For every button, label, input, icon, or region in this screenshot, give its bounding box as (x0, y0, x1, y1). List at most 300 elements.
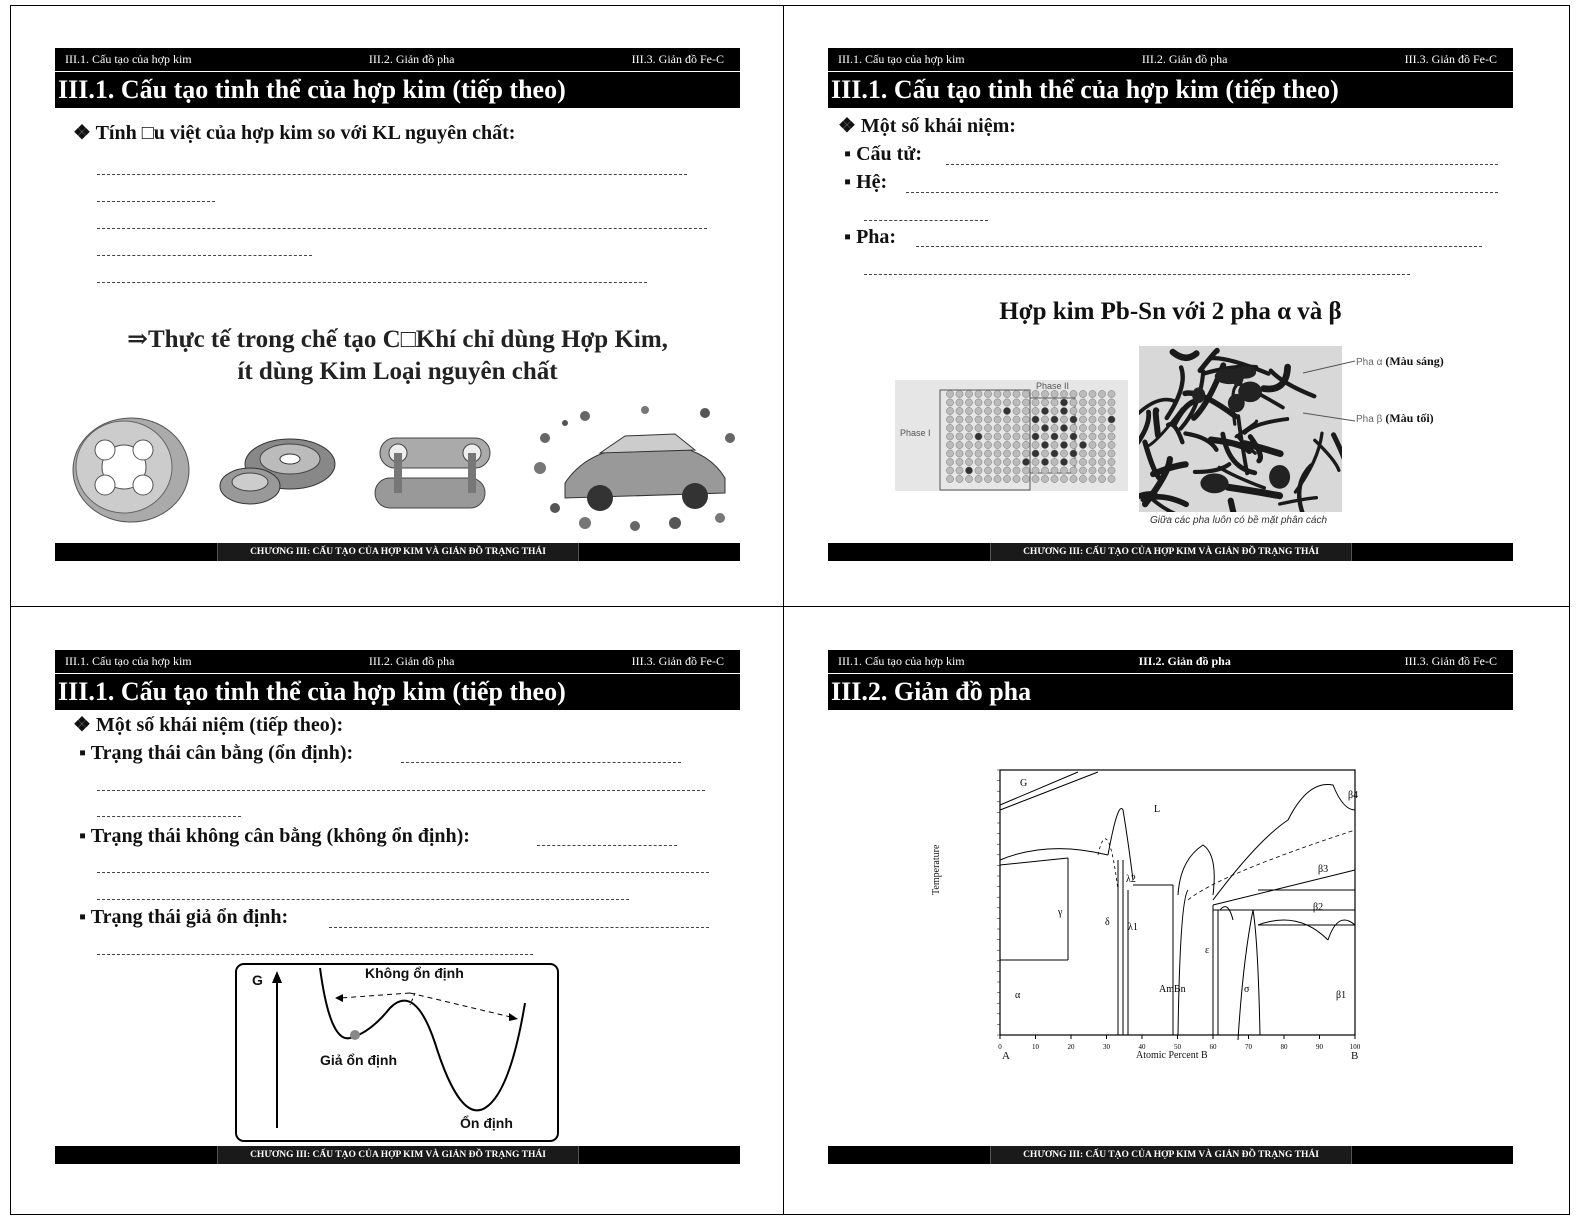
phase-boundary (1253, 910, 1260, 1035)
phase-region-label: σ (1244, 984, 1250, 995)
lattice-atom (1108, 399, 1115, 406)
lattice-atom (965, 458, 972, 465)
item-equilibrium: ▪ Trạng thái cân bằng (ổn định): (79, 742, 354, 764)
pointer-lines (1298, 358, 1358, 428)
lattice-atom (984, 467, 991, 474)
lattice-atom (1070, 441, 1077, 448)
footer-text: CHƯƠNG III: CẤU TẠO CỦA HỢP KIM VÀ GIẢN ĐỒ TRẠNG THÁI (217, 543, 579, 561)
lattice-atom (1060, 390, 1067, 397)
nav-item-2[interactable]: III.2. Giản đồ pha (368, 52, 455, 66)
lattice-atom (1051, 424, 1058, 431)
phase-boundary (1000, 849, 1108, 860)
slide-title: III.1. Cấu tạo tinh thể của hợp kim (tiếp theo) (55, 72, 740, 108)
lattice-atom (1089, 416, 1096, 423)
lattice-atom (1079, 407, 1086, 414)
conclusion-line-2: ít dùng Kim Loại nguyên chất (237, 358, 558, 385)
lattice-atom (1051, 407, 1058, 414)
lattice-atom (984, 458, 991, 465)
y-axis-label: Temperature (931, 844, 942, 895)
blank-line (97, 899, 629, 900)
blank-line (97, 201, 215, 202)
lattice-atom (984, 390, 991, 397)
blank-line (97, 228, 707, 229)
lattice-atom (1108, 407, 1115, 414)
lattice-atom (1060, 458, 1067, 465)
phase-boundary (1000, 772, 1098, 810)
slide-1 (55, 48, 740, 563)
lattice-atom (1079, 433, 1086, 440)
lattice-atom (1089, 475, 1096, 482)
lattice-atom (1098, 458, 1105, 465)
lattice-atom (1041, 467, 1048, 474)
lattice-atom (1051, 399, 1058, 406)
footer-text: CHƯƠNG III: CẤU TẠO CỦA HỢP KIM VÀ GIẢN ĐỒ TRẠNG THÁI (217, 1146, 579, 1164)
x-axis-label: Atomic Percent B (1136, 1050, 1208, 1061)
lattice-atom (1003, 475, 1010, 482)
lattice-atom (975, 424, 982, 431)
conclusion-line-1: ⇒Thực tế trong chế tạo C□Khí chỉ dùng Hợp Kim, (127, 326, 668, 353)
lattice-atom (1003, 467, 1010, 474)
footer-text: CHƯƠNG III: CẤU TẠO CỦA HỢP KIM VÀ GIẢN ĐỒ TRẠNG THÁI (990, 1146, 1352, 1164)
beta-lamella (1156, 410, 1158, 435)
phase-region-label: β3 (1318, 864, 1329, 875)
slide-title: III.1. Cấu tạo tinh thể của hợp kim (tiếp theo) (828, 72, 1513, 108)
lattice-atom (1051, 458, 1058, 465)
lattice-atom (984, 399, 991, 406)
slide-title: III.2. Giản đồ pha (828, 674, 1513, 710)
lattice-atom (1079, 424, 1086, 431)
lattice-atom (1013, 390, 1020, 397)
lattice-atom (1013, 424, 1020, 431)
lattice-atom (1051, 390, 1058, 397)
lattice-atom (1108, 441, 1115, 448)
slide-nav (828, 48, 1513, 71)
item-component: ▪ Cấu tử: (844, 143, 922, 165)
blank-line (916, 246, 1482, 247)
lattice-atom (946, 433, 953, 440)
lattice-atom (956, 424, 963, 431)
lattice-atom (1108, 416, 1115, 423)
x-tick-label: 20 (1067, 1043, 1075, 1051)
blank-line (97, 872, 709, 873)
lattice-atom (956, 441, 963, 448)
slide-footer (55, 1146, 740, 1164)
lattice-atom (1041, 416, 1048, 423)
lattice-atom (1079, 458, 1086, 465)
lattice-atom (946, 441, 953, 448)
lattice-atom (984, 441, 991, 448)
phase-boundary (1238, 910, 1253, 1040)
lattice-atom (1070, 416, 1077, 423)
x-tick-label: 70 (1245, 1043, 1252, 1051)
lattice-atom (994, 424, 1001, 431)
threading-die-image (69, 410, 194, 525)
phase-boundary (1328, 920, 1355, 940)
lattice-atom (1051, 450, 1058, 457)
lattice-atom (1079, 475, 1086, 482)
lattice-atom (1003, 407, 1010, 414)
blank-line (537, 845, 677, 846)
lattice-atom (1060, 475, 1067, 482)
beta-particle (1200, 473, 1228, 493)
lattice-atom (956, 433, 963, 440)
lattice-atom (975, 467, 982, 474)
lattice-atom (1060, 424, 1067, 431)
lattice-atom (1098, 399, 1105, 406)
lattice-atom (1051, 441, 1058, 448)
lattice-atom (1022, 441, 1029, 448)
lattice-atom (946, 450, 953, 457)
item-phase: ▪ Pha: (844, 226, 897, 248)
lattice-atom (965, 407, 972, 414)
slide-2 (828, 48, 1513, 563)
lattice-atom (1108, 450, 1115, 457)
lattice-atom (975, 475, 982, 482)
lattice-atom (994, 390, 1001, 397)
lattice-atom (994, 475, 1001, 482)
x-tick-label: 80 (1280, 1043, 1288, 1051)
lattice-atom (1022, 450, 1029, 457)
phase-region-label: ε (1205, 945, 1210, 956)
lattice-atom (1022, 433, 1029, 440)
slide-4 (828, 650, 1513, 1165)
beta-particle (1238, 382, 1262, 403)
x-tick-label: 60 (1209, 1043, 1217, 1051)
beta-particle (1269, 465, 1290, 489)
blank-line (864, 274, 1410, 275)
lattice-atom (1098, 475, 1105, 482)
item-metastable: ▪ Trạng thái giả ổn định: (79, 906, 289, 928)
micrograph-caption: Giữa các pha luôn có bề mặt phân cách (1150, 515, 1328, 526)
lattice-atom (1022, 458, 1029, 465)
lattice-atom (1108, 475, 1115, 482)
lattice-atom (1022, 416, 1029, 423)
lattice-atom (975, 399, 982, 406)
slide-footer (828, 1146, 1513, 1164)
lattice-atom (1070, 450, 1077, 457)
blank-line (401, 762, 681, 763)
phase-boundary (1258, 920, 1328, 940)
lattice-atom (1070, 390, 1077, 397)
lattice-atom (975, 441, 982, 448)
lattice-atom (956, 475, 963, 482)
lattice-atom (1098, 450, 1105, 457)
lattice-atom (965, 424, 972, 431)
lattice-atom (1060, 450, 1067, 457)
plot-frame (1000, 770, 1355, 1035)
lattice-atom (1003, 441, 1010, 448)
lattice-atom (1060, 433, 1067, 440)
lattice-atom (1060, 467, 1067, 474)
lattice-atom (946, 399, 953, 406)
lattice-atom (1032, 458, 1039, 465)
blank-line (864, 220, 988, 221)
concepts-heading: ❖ Một số khái niệm (tiếp theo): (73, 714, 344, 736)
lattice-atom (1060, 441, 1067, 448)
lattice-atom (1022, 475, 1029, 482)
x-tick-label: 50 (1174, 1043, 1181, 1051)
lattice-atom (1013, 399, 1020, 406)
lattice-atom (994, 433, 1001, 440)
x-tick-label: 30 (1103, 1043, 1110, 1051)
metastable-label: Giả ổn định (320, 1052, 397, 1068)
lattice-atom (1098, 416, 1105, 423)
lattice-atom (1041, 424, 1048, 431)
blank-line (97, 790, 705, 791)
lattice-atom (965, 390, 972, 397)
lattice-atom (946, 467, 953, 474)
lattice-atom (1070, 424, 1077, 431)
lattice-atom (956, 467, 963, 474)
lattice-atom (1108, 433, 1115, 440)
lattice-atom (1051, 475, 1058, 482)
lattice-atom (1032, 433, 1039, 440)
phase-region-label: β4 (1348, 790, 1359, 801)
phase-beta-name: Pha β (1356, 414, 1383, 425)
phase-region-label: β2 (1313, 902, 1324, 913)
item-nonequilibrium: ▪ Trạng thái không cân bằng (không ổn định): (79, 825, 470, 847)
car-parts-image (525, 398, 740, 538)
phase-boundary (1178, 845, 1214, 895)
phase-region-label: AmBn (1159, 984, 1186, 995)
lattice-atom (946, 475, 953, 482)
lattice-atom (984, 424, 991, 431)
lattice-atom (965, 475, 972, 482)
lattice-atom (1098, 390, 1105, 397)
lattice-atom (1013, 407, 1020, 414)
lattice-atom (975, 458, 982, 465)
lattice-atom (994, 450, 1001, 457)
x-tick-label: 40 (1138, 1043, 1146, 1051)
phase-alpha-note: (Màu sáng) (1385, 354, 1444, 368)
beta-particle (1232, 368, 1244, 386)
lattice-atom (1070, 475, 1077, 482)
x-tick-label: 90 (1316, 1043, 1323, 1051)
lattice-atom (1032, 441, 1039, 448)
lattice-atom (1003, 416, 1010, 423)
lattice-atom (975, 433, 982, 440)
lattice-atom (1079, 416, 1086, 423)
nav-item-3[interactable]: III.3. Giản đồ Fe-C (631, 654, 724, 668)
phase-region-label: δ (1105, 917, 1110, 928)
lattice-atom (984, 450, 991, 457)
lattice-atom (965, 441, 972, 448)
nav-item-1[interactable]: III.1. Cấu tạo của hợp kim (65, 52, 192, 66)
phase-region-label: α (1015, 990, 1021, 1001)
lattice-atom (1079, 467, 1086, 474)
lattice-atom (956, 407, 963, 414)
lattice-atom (946, 390, 953, 397)
lattice-atom (1013, 458, 1020, 465)
phase-boundary (1220, 907, 1233, 920)
lattice-atom (1089, 467, 1096, 474)
divider-vertical (783, 5, 784, 1215)
subtitle: Hợp kim Pb-Sn với 2 pha α và β (999, 298, 1342, 325)
unstable-label: Không ổn định (365, 965, 464, 981)
lattice-atom (1013, 450, 1020, 457)
lattice-atom (1070, 399, 1077, 406)
phase-region-label: G (1020, 778, 1028, 789)
phase-region-label: λ1 (1128, 922, 1138, 933)
phase-beta-label (1356, 411, 1434, 426)
phase-beta-note: (Màu tối) (1385, 411, 1434, 425)
lattice-atom (1022, 407, 1029, 414)
phase-1-label: Phase I (900, 428, 931, 438)
lattice-atom (1089, 458, 1096, 465)
blank-line (97, 255, 312, 256)
nav-item-3[interactable]: III.3. Giản đồ Fe-C (631, 52, 724, 66)
lattice-atom (1022, 399, 1029, 406)
lattice-atom (1079, 441, 1086, 448)
lattice-atom (1003, 390, 1010, 397)
blank-line (97, 282, 647, 283)
bevel-gears-image (215, 426, 340, 511)
phase-boundary (1000, 858, 1068, 865)
nav-item-1[interactable]: III.1. Cấu tạo của hợp kim (838, 654, 965, 668)
lattice-atom (975, 407, 982, 414)
divider-horizontal (10, 606, 1570, 607)
lattice-atom (1041, 475, 1048, 482)
nav-item-3[interactable]: III.3. Giản đồ Fe-C (1404, 654, 1497, 668)
lattice-atom (1051, 416, 1058, 423)
lattice-atom (1041, 390, 1048, 397)
blank-line (946, 164, 1498, 165)
phase-region-label: β1 (1336, 990, 1347, 1001)
nav-item-2[interactable]: III.2. Giản đồ pha (1141, 52, 1228, 66)
lattice-atom (1108, 458, 1115, 465)
blank-line (97, 174, 687, 175)
nav-item-1[interactable]: III.1. Cấu tạo của hợp kim (65, 654, 192, 668)
lattice-atom (1089, 399, 1096, 406)
blank-line (97, 954, 533, 955)
lattice-atom (1089, 450, 1096, 457)
lattice-atom (1098, 433, 1105, 440)
lattice-atom (1003, 399, 1010, 406)
lattice-atom (965, 467, 972, 474)
lattice-atom (984, 416, 991, 423)
lattice-atom (1060, 399, 1067, 406)
phase-region-label: λ2 (1126, 874, 1136, 885)
lattice-atom (1013, 467, 1020, 474)
lattice-atom (975, 416, 982, 423)
phase-2-label: Phase II (1036, 381, 1070, 391)
lattice-atom (1051, 433, 1058, 440)
phase-alpha-name: Pha α (1356, 357, 1383, 368)
lattice-atom (1032, 416, 1039, 423)
lattice-atom (1003, 433, 1010, 440)
lattice-atom (1022, 424, 1029, 431)
lattice-atom (956, 450, 963, 457)
lattice-atom (1041, 433, 1048, 440)
lattice-atom (1013, 433, 1020, 440)
lattice-atom (1032, 390, 1039, 397)
phase-boundary (1213, 784, 1355, 900)
lattice-atom (1041, 441, 1048, 448)
lattice-atom (956, 399, 963, 406)
lattice-atom (965, 433, 972, 440)
nav-item-2[interactable]: III.2. Giản đồ pha (368, 654, 455, 668)
lattice-atom (1098, 407, 1105, 414)
lattice-atom (965, 450, 972, 457)
phase-diagram (958, 760, 1378, 1070)
nav-item-3[interactable]: III.3. Giản đồ Fe-C (1404, 52, 1497, 66)
lattice-atom (1070, 458, 1077, 465)
lattice-atom (1070, 467, 1077, 474)
phase-alpha-label (1356, 354, 1444, 369)
bullet-advantages: ❖ Tính □u việt của hợp kim so với KL nguyên chất: (73, 122, 516, 144)
lattice-atom (994, 399, 1001, 406)
lattice-atom (1013, 475, 1020, 482)
lattice-atom (1022, 467, 1029, 474)
nav-item-2[interactable]: III.2. Giản đồ pha (1138, 654, 1231, 668)
lattice-atom (1089, 407, 1096, 414)
phase-region-label: L (1154, 804, 1161, 815)
lattice-atom (1060, 416, 1067, 423)
slide-3 (55, 650, 740, 1165)
slide-title: III.1. Cấu tạo tinh thể của hợp kim (tiếp theo) (55, 674, 740, 710)
lattice-atom (1098, 441, 1105, 448)
lattice-atom (1013, 441, 1020, 448)
lattice-atom (1022, 390, 1029, 397)
lattice-atom (1089, 390, 1096, 397)
axis-end-b: B (1351, 1050, 1359, 1062)
slide-nav (828, 650, 1513, 673)
lattice-atom (1032, 475, 1039, 482)
lattice-atom (1108, 467, 1115, 474)
phase-boundary (1000, 772, 1078, 805)
lattice-atom (1032, 407, 1039, 414)
lattice-atom (1108, 390, 1115, 397)
lattice-atom (994, 441, 1001, 448)
lattice-atom (975, 450, 982, 457)
lattice-atom (1032, 399, 1039, 406)
lattice-atom (946, 458, 953, 465)
lattice-atom (994, 416, 1001, 423)
lattice-atom (1013, 416, 1020, 423)
lattice-atom (1089, 424, 1096, 431)
footer-text: CHƯƠNG III: CẤU TẠO CỦA HỢP KIM VÀ GIẢN ĐỒ TRẠNG THÁI (990, 543, 1352, 561)
x-tick-label: 0 (998, 1043, 1002, 1051)
lattice-atom (1051, 467, 1058, 474)
lattice-atom (965, 416, 972, 423)
stable-label: Ổn định (460, 1115, 513, 1131)
lattice-atom (994, 407, 1001, 414)
lattice-atom (1079, 399, 1086, 406)
phase-boundary (1108, 808, 1133, 880)
lattice-atom (1098, 467, 1105, 474)
lattice-atom (965, 399, 972, 406)
lattice-atom (1070, 433, 1077, 440)
lattice-atom (1108, 424, 1115, 431)
lattice-atom (984, 407, 991, 414)
lattice-atom (1070, 407, 1077, 414)
lattice-atom (1032, 450, 1039, 457)
lattice-atom (1089, 433, 1096, 440)
nav-item-1[interactable]: III.1. Cấu tạo của hợp kim (838, 52, 965, 66)
lattice-atom (1041, 399, 1048, 406)
axis-end-a: A (1002, 1050, 1010, 1062)
lattice-atom (956, 390, 963, 397)
lattice-atom (1032, 467, 1039, 474)
concepts-heading: ❖ Một số khái niệm: (838, 115, 1016, 137)
lattice-atom (1079, 450, 1086, 457)
blank-line (906, 192, 1498, 193)
chain-link-image (370, 428, 500, 523)
x-tick-label: 100 (1349, 1043, 1361, 1051)
lattice-atom (1032, 424, 1039, 431)
item-system: ▪ Hệ: (844, 171, 888, 193)
slide-footer (55, 543, 740, 561)
